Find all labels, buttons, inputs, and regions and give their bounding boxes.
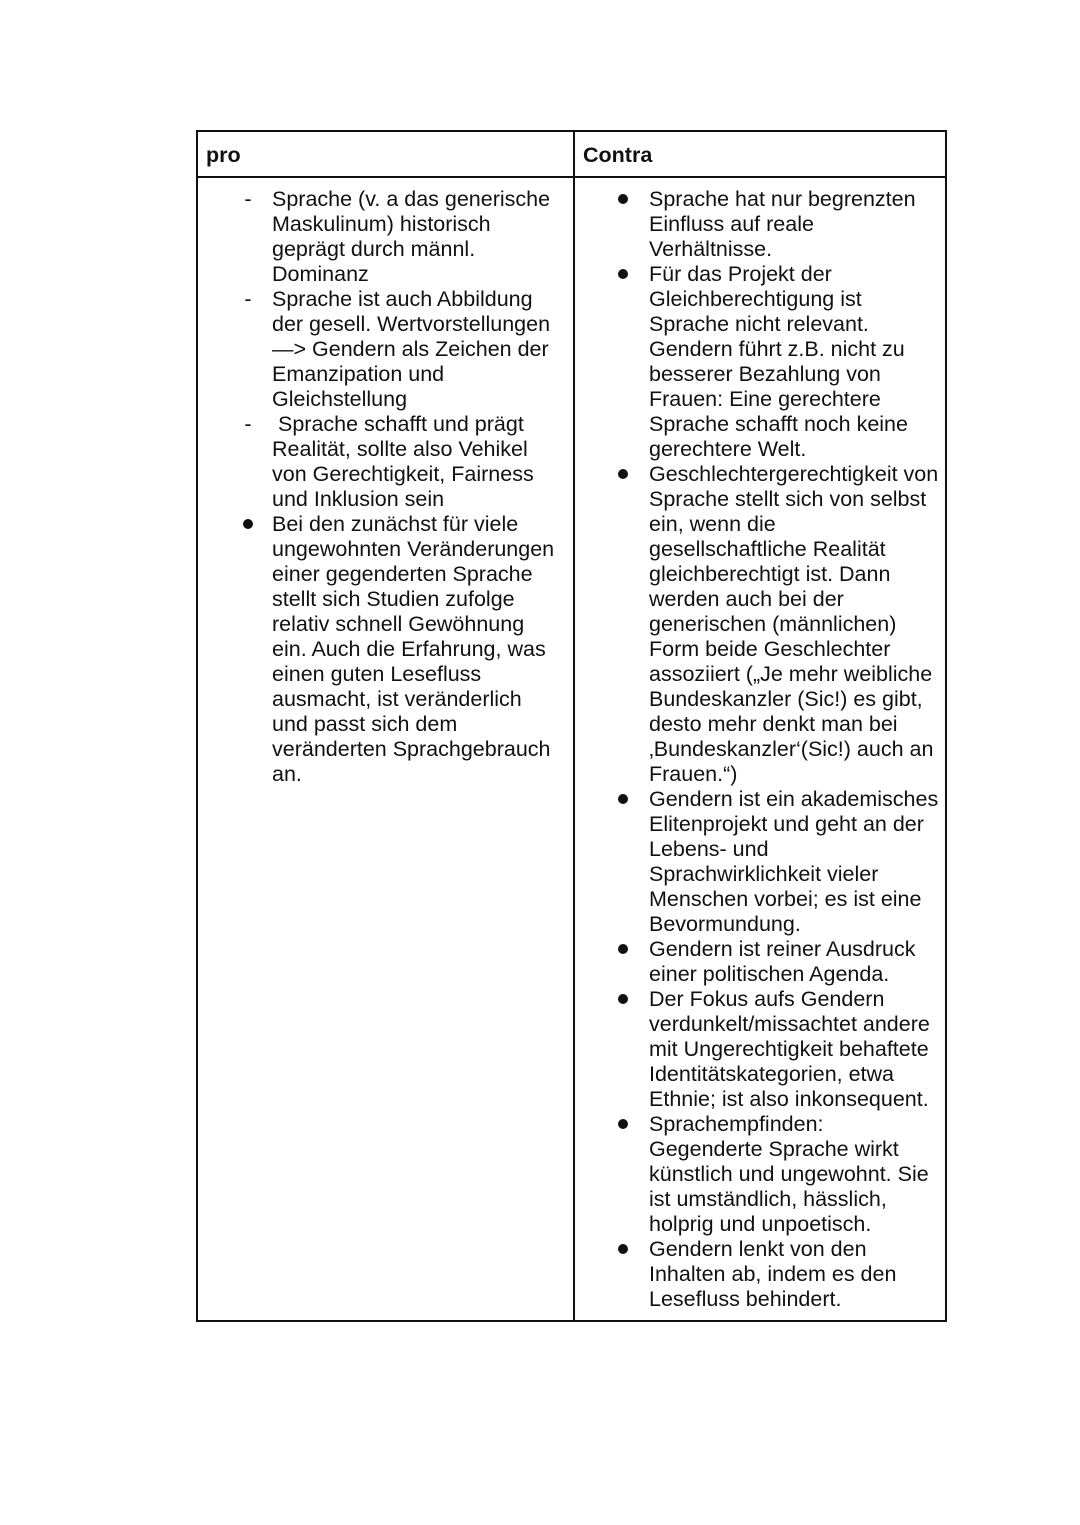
bullet-icon [613, 987, 633, 1012]
contra-item [575, 1237, 947, 1312]
bullet-icon [613, 937, 633, 962]
pro-item [198, 512, 573, 787]
contra-item [575, 787, 947, 937]
contra-item-text: Gendern ist reiner Ausdruck einer politischen Agenda. [649, 937, 916, 986]
pro-item [198, 287, 573, 412]
bullet-icon [613, 1112, 633, 1137]
pro-cell [198, 178, 573, 1320]
bullet-icon [613, 462, 633, 487]
contra-item-text: Der Fokus aufs Gendern verdunkelt/missachtet andere mit Ungerechtigkeit behaftete Identitätskategorien, etwa Ethnie; ist also inkonsequent. [649, 987, 930, 1111]
pro-item-text: Bei den zunächst für viele ungewohnten Veränderungen einer gegenderten Sprache stellt sich Studien zufolge relativ schnell Gewöhnung ein. Auch die Erfahrung, was einen guten Lesefluss ausmacht, ist veränderlich und passt sich dem veränderten Sprachgebrauch an. [272, 512, 555, 786]
contra-item-text: Für das Projekt der Gleichberechtigung ist Sprache nicht relevant. Gendern führt z.B. nicht zu besserer Bezahlung von Frauen: Eine gerechtere Sprache schafft noch keine gerechtere Welt. [649, 262, 908, 461]
contra-item-text: Sprachempfinden: Gegenderte Sprache wirkt künstlich und ungewohnt. Sie ist umständlich, hässlich, holprig und unpoetisch. [649, 1112, 929, 1236]
contra-item-text: Sprache hat nur begrenzten Einfluss auf reale Verhältnisse. [649, 187, 916, 261]
dash-marker: - [244, 287, 252, 311]
pro-item-text: Sprache schafft und prägt Realität, sollte also Vehikel von Gerechtigkeit, Fairness und Inklusion sein [272, 412, 540, 511]
bullet-icon [613, 787, 633, 812]
contra-list [575, 187, 947, 1312]
contra-item-text: Geschlechtergerechtigkeit von Sprache stellt sich von selbst ein, wenn die gesellschaftliche Realität gleichberechtigt ist. Dann werden auch bei der generischen (männlichen) Form beide Geschlechter assoziiert („Je mehr weibliche Bundeskanzler (Sic!) es gibt, desto mehr denkt man bei ‚Bundeskanzler‘(Sic!) auch an Frauen.“) [649, 462, 939, 786]
contra-item [575, 987, 947, 1112]
pro-list [198, 187, 573, 787]
contra-item [575, 937, 947, 987]
pro-item [198, 412, 573, 512]
bullet-icon [613, 262, 633, 287]
contra-cell [573, 178, 947, 1320]
contra-item [575, 1112, 947, 1237]
pro-header: pro [198, 132, 573, 178]
contra-item [575, 462, 947, 787]
pro-item [198, 187, 573, 287]
pro-item-text: Sprache ist auch Abbildung der gesell. Wertvorstellungen —> Gendern als Zeichen der Emanzipation und Gleichstellung [272, 287, 551, 411]
contra-item [575, 262, 947, 462]
pro-contra-table [196, 130, 947, 1322]
contra-header: Contra [573, 132, 947, 178]
bullet-icon [238, 512, 258, 537]
contra-item-text: Gendern ist ein akademisches Elitenprojekt und geht an der Lebens- und Sprachwirklichkeit vieler Menschen vorbei; es ist eine Bevormundung. [649, 787, 939, 936]
contra-item-text: Gendern lenkt von den Inhalten ab, indem es den Lesefluss behindert. [649, 1237, 897, 1311]
bullet-icon [613, 1237, 633, 1262]
contra-item [575, 187, 947, 262]
dash-marker: - [244, 187, 252, 211]
dash-marker: - [244, 412, 252, 436]
pro-item-text: Sprache (v. a das generische Maskulinum) historisch geprägt durch männl. Dominanz [272, 187, 551, 286]
bullet-icon [613, 187, 633, 212]
